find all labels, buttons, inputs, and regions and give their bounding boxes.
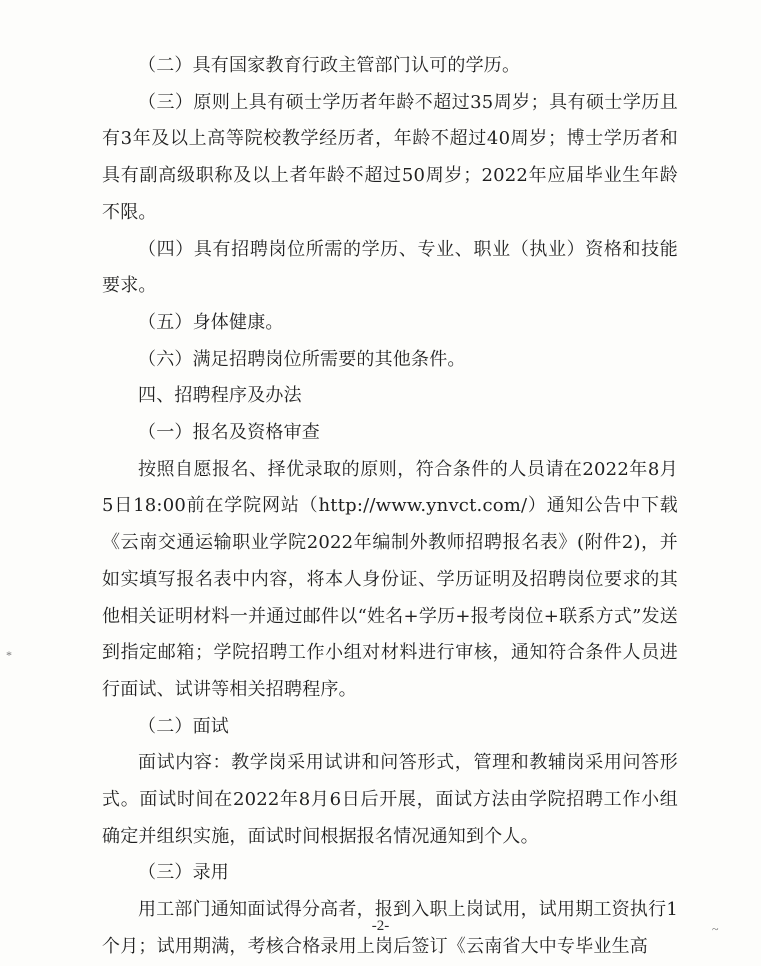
subheading-registration: （一）报名及资格审查 — [138, 422, 320, 444]
document-body — [102, 48, 678, 966]
scan-mark-left: * — [6, 648, 12, 662]
paragraph-registration: 按照自愿报名、择优录取的原则，符合条件的人员请在2022年8月5日18:00前在学院网站（http://www.ynvct.com/）通知公告中下载《云南交通运输职业学院2022年编制外教师招聘报名表》(附件2)，并如实填写报名表中内容，将本人身份证、学历证明及招聘岗位要求的其他相关证明材料一并通过邮件以“姓名+学历+报考岗位+联系方式”发送到指定邮箱；学院招聘工作小组对材料进行审核，通知符合条件人员进行面试、试讲等相关招聘程序。 — [102, 458, 678, 700]
section-heading-recruitment-procedure: 四、招聘程序及办法 — [138, 385, 302, 407]
paragraph-requirement-3: （三）原则上具有硕士学历者年龄不超过35周岁；具有硕士学历且有3年及以上高等院校教学经历者，年龄不超过40周岁；博士学历者和具有副高级职称及以上者年龄不超过50周岁；2022年应届毕业生年龄不限。 — [102, 91, 678, 223]
subheading-employment: （三）录用 — [138, 862, 229, 884]
paragraph-interview: 面试内容：教学岗采用试讲和问答形式，管理和教辅岗采用问答形式。面试时间在2022年8月6日后开展，面试方法由学院招聘工作小组确定并组织实施，面试时间根据报名情况通知到个人。 — [102, 752, 678, 847]
scan-mark-right: ~ — [712, 922, 719, 936]
paragraph-requirement-5: （五）身体健康。 — [138, 311, 284, 333]
paragraph-requirement-6: （六）满足招聘岗位所需要的其他条件。 — [138, 348, 466, 370]
paragraph-employment: 用工部门通知面试得分高者，报到入职上岗试用，试用期工资执行1个月；试用期满，考核合格录用上岗后签订《云南省大中专毕业生高 — [102, 899, 678, 957]
subheading-interview: （二）面试 — [138, 715, 229, 737]
page-number: -2- — [371, 918, 390, 934]
paragraph-requirement-2: （二）具有国家教育行政主管部门认可的学历。 — [138, 55, 521, 76]
paragraph-requirement-4: （四）具有招聘岗位所需的学历、专业、职业（执业）资格和技能要求。 — [102, 238, 678, 297]
